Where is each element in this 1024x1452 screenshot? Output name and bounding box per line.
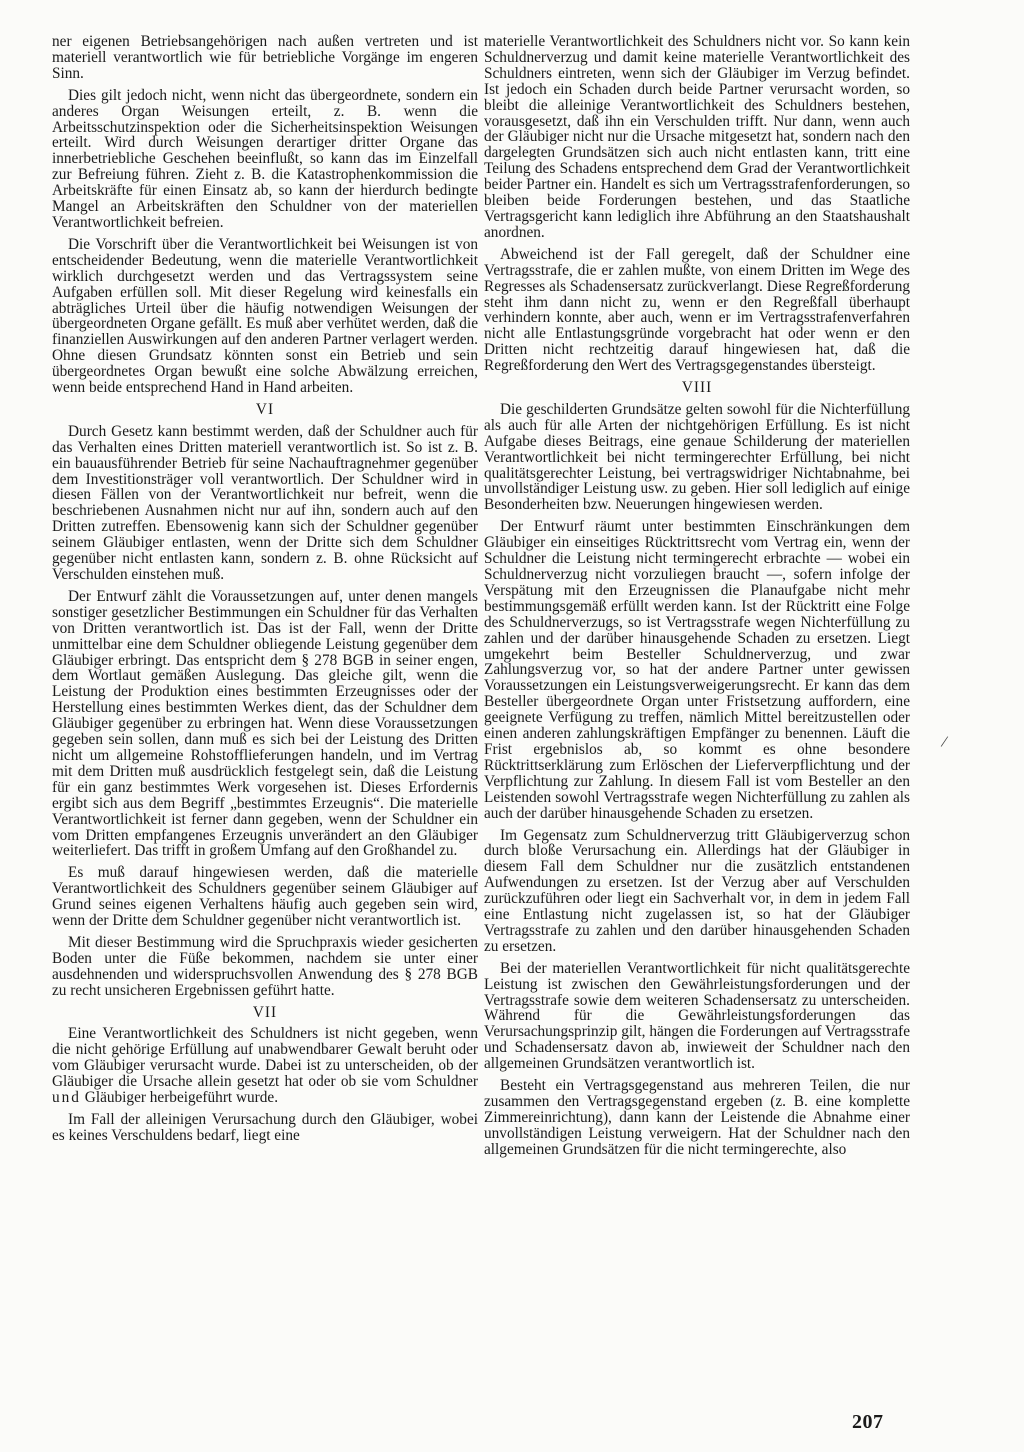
text-run: Eine Verantwortlichkeit des Schuldners ist nicht gegeben, wenn die nicht gehörige Erfüllung auf unabwendbarer Gewalt beruht oder vom Gläubiger verursacht wurde. Dabei ist zu unterscheiden, ob der Gläubiger die Ursache allein gesetzt hat oder ob sie vom Schuldner (52, 1025, 478, 1091)
paragraph: Dies gilt jedoch nicht, wenn nicht das übergeordnete, sondern ein anderes Organ Weisungen erteilt, z. B. wenn die Arbeitsschutzinspektion oder die Sicherheitsinspektion Weisungen erteilt. Wird durch Weisungen derartiger dritter Organe das innerbetriebliche Geschehen beeinflußt, so kann das im Einzelfall zur Befreiung führen. Zieht z. B. die Katastrophenkommission die Arbeitskräfte für einen Einsatz ab, so kann der hierdurch bedingte Mangel an Arbeitskräften den Schuldner von der materiellen Verantwortlichkeit befreien. (52, 86, 478, 231)
paragraph: Die Vorschrift über die Verantwortlichkeit bei Weisungen ist von entscheidender Bedeutung, wenn die materielle Verantwortlichkeit wirklich durchgesetzt werden und das Vertragssystem seine Aufgaben erfüllen soll. Mit dieser Regelung wird keinesfalls ein abträgliches Urteil über die häufig notwendigen Weisungen der übergeordneten Organe gefällt. Es muß aber verhütet werden, daß die finanziellen Auswirkungen auf den anderen Partner verlagert werden. Ohne diesen Grundsatz könnten sonst ein Betrieb und sein übergeordnetes Organ bewußt eine solche Abwälzung erreichen, wenn beide entsprechend Hand in Hand arbeiten. (52, 235, 478, 397)
paragraph: Abweichend ist der Fall geregelt, daß der Schuldner eine Vertragsstrafe, die er zahlen mußte, von einem Dritten im Wege des Regresses als Schadensersatz zurückverlangt. Diese Regreßforderung steht ihm dann nicht zu, wenn er den Regreßfall überhaupt verhindern konnte, aber auch, wenn er im Vertragsstrafenverfahren nicht alle Entlastungsgründe vorgebracht hat oder wenn er den Dritten nicht rechtzeitig darauf hingewiesen hat, daß die Regreßforderung den Wert des Vertragsgegenstandes übersteigt. (484, 245, 910, 375)
page-number: 207 (852, 1411, 884, 1433)
paragraph: Im Fall der alleinigen Verursachung durch den Gläubiger, wobei es keines Verschuldens bedarf, liegt eine (52, 1111, 478, 1144)
section-heading-viii: VIII (681, 379, 713, 397)
paragraph: Bei der materiellen Verantwortlichkeit für nicht qualitätsgerechte Leistung ist zwischen den Gewährleistungsforderungen und der Vertragsstrafe sowie dem weiteren Schadensersatz zu unterscheiden. Während für die Gewährleistungsforderungen das Verursachungsprinzip gilt, hängen die Forderungen auf Vertragsstrafe und Schadensersatz davon ab, inwieweit der Schuldner nach den allgemeinen Grundsätzen verantwortlich ist. (484, 959, 910, 1073)
paragraph: Der Entwurf räumt unter bestimmten Einschränkungen dem Gläubiger ein einseitiges Rücktrittsrecht vom Vertrag ein, wenn der Schuldner die Leistung nicht termingerecht erbrachte — wobei ein Schuldnerverzug nicht vorzuliegen braucht —, sofern infolge der Verspätung mit den Erzeugnissen die Planaufgabe nicht mehr bestimmungsgemäß erfüllt werden kann. Ist der Rücktritt eine Folge des Schuldnerverzugs, so ist Vertragsstrafe wegen Nichterfüllung zu zahlen und der darüber hinausgehende Schaden zu ersetzen. Liegt umgekehrt beim Besteller Schuldnerverzug, und zwar Zahlungsverzug vor, so hat der andere Partner unter gewissen Voraussetzungen ein Leistungsverweigerungsrecht. Er kann das dem Besteller übergeordnete Organ unter Fristsetzung auffordern, eine geeignete Verfügung zu treffen, nämlich Mittel bereitzustellen oder einen anderen zahlungskräftigen Empfänger zu benennen. Läuft die Frist ergebnislos ab, so kommt es ohne besondere Rücktrittserklärung zum Erlöschen der Lieferverpflichtung und der Verpflichtung zur Zahlung. In diesem Fall ist vom Besteller an den Leistenden sowohl Vertragsstrafe wegen Nichterfüllung zu zahlen als auch der darüber hinausgehende Schaden zu ersetzen. (484, 518, 910, 822)
paragraph: materielle Verantwortlichkeit des Schuldners nicht vor. So kann kein Schuldnerverzug und damit keine materielle Verantwortlichkeit des Schuldners eintreten, wenn sich der Gläubiger im Verzug befindet. Ist jedoch ein Schaden durch beide Partner verursacht worden, so bleibt die alleinige Verantwortlichkeit des Schuldners bestehen, vorausgesetzt, daß ihn ein Verschulden trifft. Nur dann, wenn auch der Gläubiger nicht nur die Ursache mitgesetzt hat, sondern nach den dargelegten Grundsätzen sich auch nicht entlasten kann, tritt eine Teilung des Schadens entsprechend dem Grad der Verantwortlichkeit beider Partner ein. Handelt es sich um Vertragsstrafenforderungen, so bleiben beide Forderungen bestehen, und das Staatliche Vertragsgericht kann lediglich ihre Abführung an den Staatshaushalt anordnen. (484, 33, 910, 241)
section-heading-vi: VI (255, 400, 275, 418)
paragraph: Besteht ein Vertragsgegenstand aus mehreren Teilen, die nur zusammen den Vertragsgegenstand ergeben (z. B. eine komplette Zimmereinrichtung), dann kann der Leistende die Abnahme einer unvollständigen Leistung verweigern. Hat der Schuldner nach den allgemeinen Grundsätzen für die nicht termingerechte, also (484, 1077, 910, 1158)
paragraph: Die geschilderten Grundsätze gelten sowohl für die Nichterfüllung als auch für alle Arten der nichtgehörigen Erfüllung. Es ist nicht Aufgabe dieses Beitrags, eine genaue Schilderung der materiellen Verantwortlichkeit bei nicht termingerechter Erfüllung, bei nicht qualitätsgerechter Leistung, bei vertragswidriger Nichtabnahme, bei unvollständiger Leistung usw. zu geben. Hier soll lediglich auf einige Besonderheiten bzw. Neuerungen hingewiesen werden. (484, 400, 910, 514)
margin-pencil-mark: / (939, 731, 950, 752)
paragraph: Mit dieser Bestimmung wird die Spruchpraxis wieder gesicherten Boden unter die Füße bekommen, nachdem sie unter einer ausdehnenden und widerspruchsvollen Anwendung des § 278 BGB zu recht unsicheren Ergebnissen geführt hatte. (52, 933, 478, 999)
paragraph: ner eigenen Betriebsangehörigen nach außen vertreten und ist materiell verantwortlich wie für betriebliche Vorgänge im engeren Sinn. (52, 33, 478, 82)
paragraph (52, 1026, 478, 1106)
paragraph: Es muß darauf hingewiesen werden, daß die materielle Verantwortlichkeit des Schuldners gegenüber seinem Gläubiger auf Grund seines eigenen Verhaltens häufig auch gegeben sein wird, wenn der Dritte dem Schuldner gegenüber nicht verantwortlich ist. (52, 864, 478, 930)
paragraph: Der Entwurf zählt die Voraussetzungen auf, unter denen mangels sonstiger gesetzlicher Bestimmungen ein Schuldner für das Verhalten von Dritten verantwortlich ist. Das ist der Fall, wenn der Dritte unmittelbar eine dem Schuldner obliegende Leistung gegenüber dem Gläubiger erbringt. Das entspricht dem § 278 BGB in seiner engen, dem Wortlaut gemäßen Auslegung. Das gleiche gilt, wenn die Leistung der Produktion eines bestimmten Erzeugnisses oder der Herstellung eines bestimmten Werkes dient, das der Schuldner dem Gläubiger gegenüber zu erbringen hat. Wenn diese Voraussetzungen gegeben sein sollen, dann muß es sich bei der Leistung des Dritten nicht um allgemeine Rohstofflieferungen handeln, und im Vertrag mit dem Dritten muß ausdrücklich festgelegt sein, daß die Leistung für ein ganz bestimmtes Werk vorgesehen ist. Dieses Erfordernis ergibt sich aus dem Begriff „bestimmtes Erzeugnis“. Die materielle Verantwortlichkeit ist ferner dann gegeben, wenn der Schuldner ein vom Dritten empfangenes Erzeugnis unverändert an den Gläubiger weiterliefert. Das trifft in großem Umfang auf den Großhandel zu. (52, 587, 478, 860)
left-column (52, 34, 478, 1150)
paragraph: Im Gegensatz zum Schuldnerverzug tritt Gläubigerverzug schon durch bloße Verursachung ein. Allerdings hat der Gläubiger in diesem Fall dem Schuldner nur die zusätzlich entstandenen Aufwendungen zu ersetzen. Ist der Verzug aber auf Verschulden zurückzuführen oder liegt ein Sachverhalt vor, in dem in jedem Fall eine Entlastung nicht zugelassen ist, so hat der Gläubiger Vertragsstrafe zu zahlen und den darüber hinausgehenden Schaden zu ersetzen. (484, 826, 910, 955)
right-column (484, 34, 910, 1164)
section-heading-vii: VII (252, 1003, 278, 1021)
spaced-word: und (52, 1089, 81, 1107)
text-run: Gläubiger herbeigeführt wurde. (84, 1089, 279, 1107)
paragraph: Durch Gesetz kann bestimmt werden, daß der Schuldner auch für das Verhalten eines Dritten materiell verantwortlich ist. So ist z. B. ein bauausführender Betrieb für seine Nachauftragnehmer gegenüber dem Investitionsträger voll verantwortlich. Der Schuldner wird in diesen Fällen von der Verantwortlichkeit nur befreit, wenn die beschriebenen Ausnahmen nicht nur auf ihn, sondern auch auf den Dritten zutreffen. Ebensowenig kann sich der Schuldner gegenüber seinem Gläubiger entlasten, wenn der Dritte sich dem Schuldner gegenüber nicht entlasten kann, sondern z. B. ohne Rücksicht auf Verschulden einstehen muß. (52, 422, 478, 583)
